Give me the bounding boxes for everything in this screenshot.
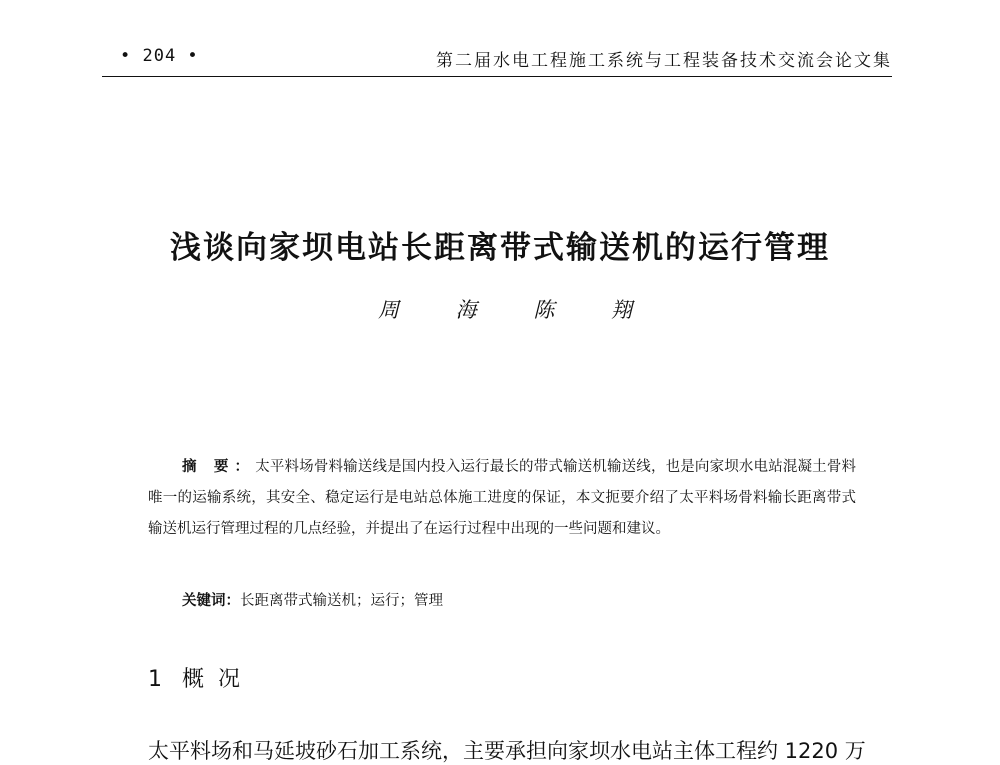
section-number: 1 bbox=[148, 667, 162, 692]
body-text: 太平料场和马延坡砂石加工系统，主要承担向家坝水电站主体工程约 1220 万 bbox=[148, 739, 866, 763]
paper-authors: 周 海 陈 翔 bbox=[377, 298, 651, 322]
section-heading bbox=[148, 662, 254, 693]
header-rule bbox=[102, 76, 892, 77]
page-number: • 204 • bbox=[120, 46, 199, 66]
abstract bbox=[148, 452, 856, 545]
keywords-text: 长距离带式输送机；运行；管理 bbox=[240, 593, 443, 609]
keywords bbox=[182, 589, 443, 610]
paper-title: 浅谈向家坝电站长距离带式输送机的运行管理 bbox=[170, 230, 830, 266]
abstract-label: 摘 要： bbox=[182, 459, 256, 475]
journal-title: 第二届水电工程施工系统与工程装备技术交流会论文集 bbox=[436, 51, 892, 71]
abstract-paragraph bbox=[148, 452, 856, 545]
keywords-label: 关键词： bbox=[182, 593, 240, 609]
running-header bbox=[102, 46, 892, 71]
abstract-text: 太平料场骨料输送线是国内投入运行最长的带式输送机输送线，也是向家坝水电站混凝土骨料唯一的运输系统，其安全、稳定运行是电站总体施工进度的保证，本文扼要介绍了太平料场骨料输长距离带式输送机运行管理过程的几点经验，并提出了在运行过程中出现的一些问题和建议。 bbox=[148, 459, 856, 537]
section-title: 概况 bbox=[182, 667, 255, 692]
